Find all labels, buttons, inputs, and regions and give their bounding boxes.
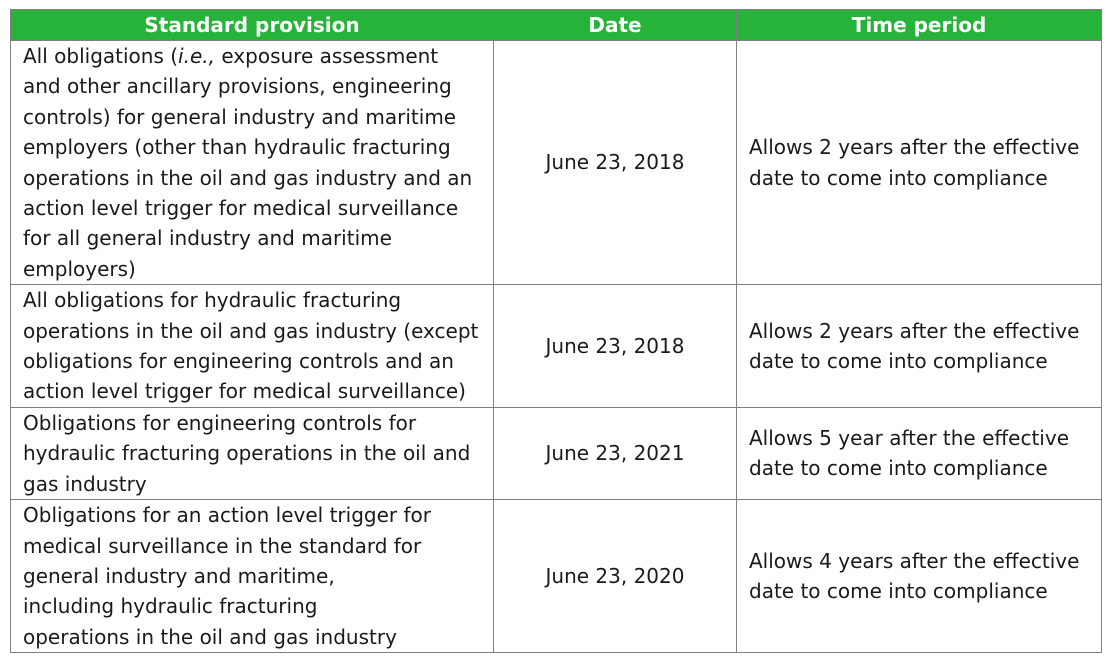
date-cell: June 23, 2020 bbox=[494, 500, 737, 653]
table-row bbox=[11, 285, 1102, 408]
date-cell: June 23, 2018 bbox=[494, 41, 737, 285]
provision-text-end: exposure assessment and other ancillary provisions, engineering controls) for general industry and maritime employers (other than hydraulic fracturing operations in the oil and gas industry and an action level trigger for medical surveillance for all general industry and maritime employers) bbox=[23, 44, 473, 281]
time-period-cell: Allows 2 years after the effective date to come into compliance bbox=[737, 41, 1102, 285]
header-date: Date bbox=[494, 10, 737, 41]
time-period-cell: Allows 4 years after the effective date to come into compliance bbox=[737, 500, 1102, 653]
time-period-cell: Allows 2 years after the effective date to come into compliance bbox=[737, 285, 1102, 408]
table-row bbox=[11, 41, 1102, 285]
table-row bbox=[11, 407, 1102, 499]
header-time-period: Time period bbox=[737, 10, 1102, 41]
provision-cell: Obligations for engineering controls for hydraulic fracturing operations in the oil and gas industry bbox=[11, 407, 494, 499]
provision-text-start: All obligations ( bbox=[23, 44, 179, 68]
provision-text-italic: i.e., bbox=[178, 44, 215, 68]
header-row bbox=[11, 10, 1102, 41]
header-standard-provision: Standard provision bbox=[11, 10, 494, 41]
time-period-cell: Allows 5 year after the effective date to come into compliance bbox=[737, 407, 1102, 499]
provision-cell: All obligations for hydraulic fracturing operations in the oil and gas industry (except obligations for engineering controls and an action level trigger for medical surveillance) bbox=[11, 285, 494, 408]
compliance-schedule-table bbox=[10, 9, 1102, 653]
provision-cell bbox=[11, 41, 494, 285]
date-cell: June 23, 2021 bbox=[494, 407, 737, 499]
provision-cell: Obligations for an action level trigger for medical surveillance in the standard for general industry and maritime, including hydraulic fracturing operations in the oil and gas industry bbox=[11, 500, 494, 653]
table-row bbox=[11, 500, 1102, 653]
date-cell: June 23, 2018 bbox=[494, 285, 737, 408]
